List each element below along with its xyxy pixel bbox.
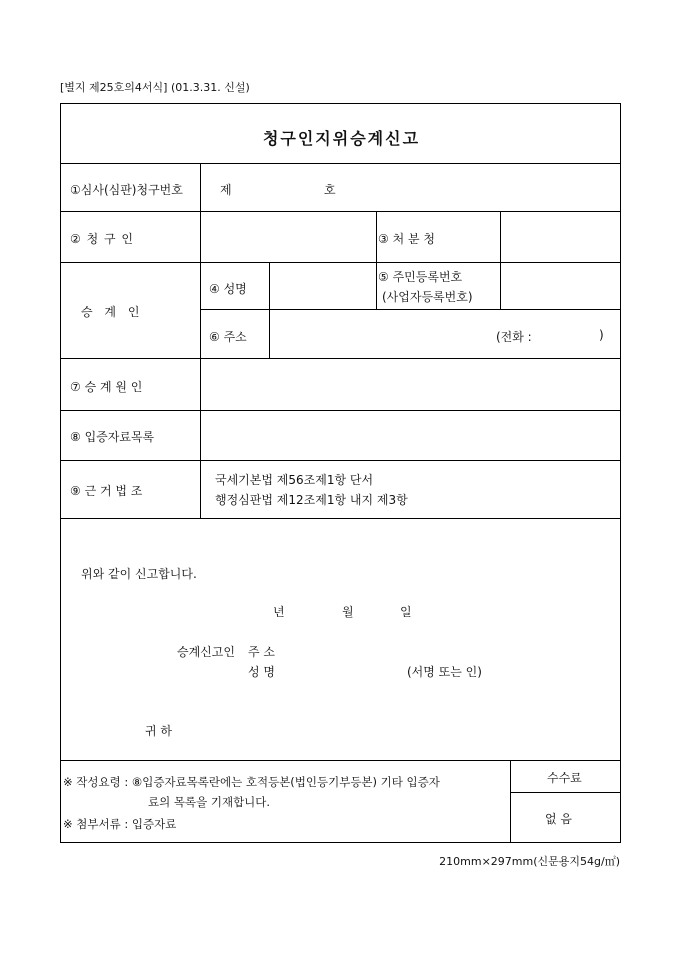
name-label: ④ 성명 [209, 282, 247, 296]
form-table [60, 103, 621, 843]
legal-basis-label: ⑨ 근 거 법 조 [70, 484, 143, 498]
phone-label: (전화 : [496, 330, 532, 344]
legal-basis-line-2: 행정심판법 제12조제1항 내지 제3항 [215, 493, 408, 507]
disposing-agency-label: ③ 처 분 청 [378, 232, 435, 246]
evidence-list-label: ⑧ 입증자료목록 [70, 430, 155, 444]
attachments-text: ※ 첨부서류 : 입증자료 [63, 817, 177, 831]
fee-value: 없 음 [545, 812, 572, 826]
request-number-je: 제 [220, 183, 232, 197]
phone-close: ) [599, 328, 604, 342]
successor-label: 승 계 인 [81, 305, 144, 319]
instructions-text: ※ 작성요령 : ⑧입증자료목록란에는 호적등본(법인등기부등본) 기타 입증자 [63, 775, 440, 789]
paper-size-note: 210mm×297mm(신문용지54g/㎡) [439, 855, 620, 868]
signature-note: (서명 또는 인) [407, 665, 482, 679]
form-number-note: [별지 제25호의4서식] (01.3.31. 신설) [60, 81, 250, 94]
date-day: 일 [400, 605, 412, 619]
succession-cause-label: ⑦ 승 계 원 인 [70, 380, 143, 394]
business-reg-number-label: (사업자등록번호) [382, 290, 473, 304]
date-month: 월 [342, 605, 354, 619]
legal-basis-line-1: 국세기본법 제56조제1항 단서 [215, 473, 374, 487]
request-number-label: ①심사(심판)청구번호 [70, 183, 183, 197]
reporter-label: 승계신고인 [177, 645, 235, 659]
reporter-name-label: 성 명 [248, 665, 275, 679]
resident-reg-number-label: ⑤ 주민등록번호 [378, 270, 463, 284]
request-number-ho: 호 [324, 183, 336, 197]
declaration-statement: 위와 같이 신고합니다. [81, 567, 197, 581]
fee-label: 수수료 [547, 771, 582, 785]
claimant-label: ② 청 구 인 [70, 232, 134, 246]
addressee: 귀 하 [145, 724, 172, 738]
reporter-address-label: 주 소 [248, 645, 275, 659]
address-label: ⑥ 주소 [209, 330, 247, 344]
instructions-text-cont: 료의 목록을 기재합니다. [148, 795, 271, 809]
date-year: 년 [273, 605, 285, 619]
form-title: 청구인지위승계신고 [262, 129, 421, 148]
